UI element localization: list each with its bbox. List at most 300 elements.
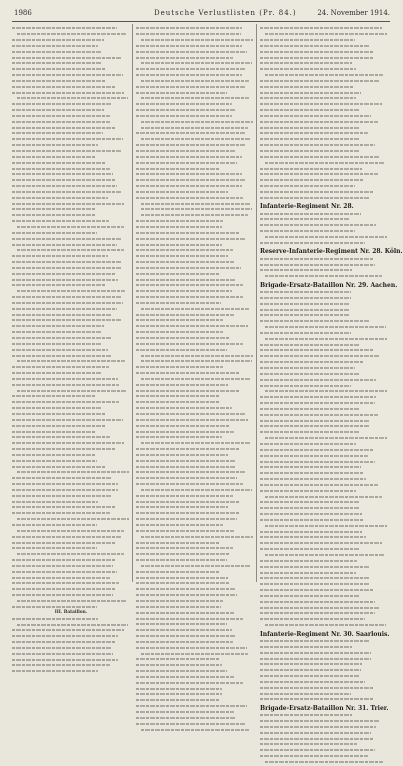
illegible-text-line — [12, 588, 115, 590]
list-entry — [12, 232, 130, 237]
illegible-text-line — [136, 711, 234, 713]
illegible-text-line — [260, 80, 379, 82]
list-entry — [136, 623, 254, 628]
illegible-text-line — [260, 420, 370, 422]
illegible-text-line — [136, 431, 234, 433]
list-entry — [136, 355, 254, 360]
list-entry — [12, 372, 130, 377]
illegible-text-line — [12, 103, 112, 105]
list-entry — [12, 477, 130, 482]
list-entry — [136, 255, 254, 260]
illegible-text-line — [136, 57, 233, 59]
illegible-text-line — [12, 395, 96, 397]
list-entry — [136, 103, 254, 108]
list-entry — [12, 495, 130, 500]
list-entry — [12, 506, 130, 511]
section-heading: III. Bataillon. — [54, 610, 88, 616]
illegible-text-line — [260, 501, 360, 503]
illegible-text-line — [136, 723, 246, 725]
list-entry — [260, 755, 388, 760]
list-entry — [260, 414, 388, 419]
list-entry — [260, 309, 388, 314]
illegible-text-line — [141, 565, 251, 567]
list-entry — [260, 652, 388, 657]
list-entry — [136, 68, 254, 73]
list-entry — [136, 466, 254, 471]
illegible-text-line — [12, 629, 124, 631]
illegible-text-line — [260, 150, 359, 152]
list-entry — [260, 326, 388, 331]
list-entry — [260, 103, 388, 108]
illegible-text-line — [260, 191, 373, 193]
illegible-text-line — [260, 115, 371, 117]
illegible-text-line — [136, 425, 230, 427]
page-date: 24. November 1914. — [317, 9, 390, 17]
list-entry — [260, 57, 388, 62]
illegible-text-line — [136, 542, 219, 544]
illegible-text-line — [12, 179, 115, 181]
list-entry — [12, 319, 130, 324]
illegible-text-line — [136, 337, 229, 339]
illegible-text-line — [136, 658, 219, 660]
list-entry — [12, 454, 130, 459]
list-entry — [12, 518, 130, 523]
illegible-text-line — [260, 583, 369, 585]
illegible-text-line — [136, 366, 223, 368]
list-entry — [136, 191, 254, 196]
illegible-text-line — [12, 261, 121, 263]
list-entry — [260, 68, 388, 73]
list-entry — [136, 471, 254, 476]
illegible-text-line — [12, 442, 124, 444]
illegible-text-line — [260, 449, 373, 451]
illegible-text-line — [12, 232, 97, 234]
list-entry — [260, 338, 388, 343]
illegible-text-line — [260, 443, 356, 445]
list-entry — [136, 238, 254, 243]
illegible-text-line — [265, 236, 387, 238]
list-entry — [136, 203, 254, 208]
list-entry — [12, 325, 130, 330]
illegible-text-line — [260, 127, 360, 129]
illegible-text-line — [260, 572, 356, 574]
illegible-text-line — [260, 478, 366, 480]
list-entry — [12, 244, 130, 249]
illegible-text-line — [136, 109, 235, 111]
list-entry — [260, 624, 388, 629]
list-entry — [136, 384, 254, 389]
illegible-text-line — [260, 39, 355, 41]
list-entry — [260, 726, 388, 731]
list-entry — [260, 332, 388, 337]
list-entry — [136, 688, 254, 693]
illegible-text-line — [12, 74, 123, 76]
illegible-text-line — [136, 349, 227, 351]
list-entry — [260, 720, 388, 725]
list-entry — [260, 33, 388, 38]
illegible-text-line — [265, 624, 386, 626]
illegible-text-line — [260, 663, 362, 665]
list-entry — [260, 484, 388, 489]
regiment-heading: Brigade-Ersatz-Bataillon Nr. 29. Aachen. — [260, 281, 398, 289]
list-entry — [260, 373, 388, 378]
list-entry — [136, 109, 254, 114]
list-entry — [12, 384, 130, 389]
list-entry — [12, 208, 130, 213]
illegible-text-line — [12, 314, 111, 316]
illegible-text-line — [260, 309, 350, 311]
list-entry — [136, 92, 254, 97]
list-entry — [136, 226, 254, 231]
illegible-text-line — [136, 33, 241, 35]
illegible-text-line — [12, 144, 98, 146]
illegible-text-line — [17, 553, 124, 555]
illegible-text-line — [260, 109, 360, 111]
illegible-text-line — [265, 437, 387, 439]
illegible-text-line — [260, 542, 382, 544]
illegible-text-line — [12, 325, 104, 327]
illegible-text-line — [260, 230, 355, 232]
list-entry — [260, 669, 388, 674]
list-entry — [136, 162, 254, 167]
list-entry — [136, 138, 254, 143]
list-entry — [136, 33, 254, 38]
illegible-text-line — [136, 279, 236, 281]
list-entry — [260, 572, 388, 577]
list-entry — [136, 296, 254, 301]
illegible-text-line — [12, 366, 109, 368]
illegible-text-line — [265, 525, 387, 527]
illegible-text-line — [260, 589, 374, 591]
list-entry — [260, 390, 388, 395]
list-entry — [12, 290, 130, 295]
illegible-text-line — [136, 664, 222, 666]
list-entry — [136, 524, 254, 529]
list-entry — [260, 738, 388, 743]
list-entry — [12, 179, 130, 184]
list-entry — [12, 536, 130, 541]
list-entry — [260, 179, 388, 184]
illegible-text-line — [260, 414, 378, 416]
list-entry — [260, 693, 388, 698]
list-entry — [12, 559, 130, 564]
illegible-text-line — [12, 565, 113, 567]
list-entry — [12, 431, 130, 436]
list-entry — [260, 443, 388, 448]
illegible-text-line — [260, 675, 360, 677]
column-divider — [256, 24, 257, 582]
illegible-text-line — [136, 314, 234, 316]
list-entry — [136, 594, 254, 599]
illegible-text-line — [136, 232, 240, 234]
list-entry — [260, 583, 388, 588]
illegible-text-line — [136, 483, 243, 485]
list-entry — [12, 413, 130, 418]
list-entry — [136, 179, 254, 184]
list-entry — [136, 267, 254, 272]
illegible-text-line — [141, 536, 253, 538]
list-entry — [136, 658, 254, 663]
list-entry — [12, 542, 130, 547]
illegible-text-line — [260, 297, 351, 299]
illegible-text-line — [141, 308, 249, 310]
illegible-text-line — [136, 436, 222, 438]
list-entry — [260, 218, 388, 223]
list-entry — [260, 607, 388, 612]
illegible-text-line — [136, 577, 228, 579]
list-entry — [260, 86, 388, 91]
illegible-text-line — [17, 530, 124, 532]
illegible-text-line — [136, 343, 243, 345]
illegible-text-line — [12, 138, 123, 140]
illegible-text-line — [12, 653, 113, 655]
illegible-text-line — [260, 681, 365, 683]
illegible-text-line — [260, 714, 352, 716]
illegible-text-line — [260, 618, 365, 620]
list-entry — [136, 653, 254, 658]
list-entry — [12, 419, 130, 424]
list-entry — [12, 296, 130, 301]
list-entry — [12, 483, 130, 488]
list-entry — [136, 495, 254, 500]
illegible-text-line — [260, 291, 351, 293]
illegible-text-line — [136, 705, 247, 707]
illegible-text-line — [12, 109, 104, 111]
illegible-text-line — [12, 606, 97, 608]
list-entry — [260, 349, 388, 354]
list-entry — [260, 269, 388, 274]
illegible-text-line — [12, 483, 118, 485]
illegible-text-line — [12, 86, 116, 88]
list-entry — [260, 115, 388, 120]
list-entry — [136, 51, 254, 56]
illegible-text-line — [12, 425, 106, 427]
illegible-text-line — [136, 103, 232, 105]
list-entry — [136, 676, 254, 681]
list-entry — [12, 74, 130, 79]
list-entry — [12, 436, 130, 441]
illegible-text-line — [136, 372, 240, 374]
illegible-text-line — [12, 355, 112, 357]
list-entry — [12, 670, 130, 675]
illegible-text-line — [136, 68, 245, 70]
illegible-text-line — [136, 588, 235, 590]
illegible-text-line — [136, 249, 233, 251]
list-entry — [12, 27, 130, 32]
list-entry — [136, 612, 254, 617]
illegible-text-line — [12, 51, 102, 53]
illegible-text-line — [136, 144, 245, 146]
illegible-text-line — [12, 197, 108, 199]
illegible-text-line — [136, 618, 243, 620]
illegible-text-line — [12, 542, 116, 544]
list-entry — [260, 156, 388, 161]
illegible-text-line — [17, 390, 127, 392]
list-entry — [260, 291, 388, 296]
illegible-text-line — [136, 244, 222, 246]
illegible-text-line — [12, 431, 96, 433]
list-entry — [12, 530, 130, 535]
illegible-text-line — [265, 33, 387, 35]
illegible-text-line — [136, 454, 228, 456]
list-entry — [136, 168, 254, 173]
list-entry — [260, 478, 388, 483]
list-entry — [260, 168, 388, 173]
illegible-text-line — [136, 413, 245, 415]
list-entry — [136, 401, 254, 406]
illegible-text-line — [17, 471, 129, 473]
list-entry — [136, 86, 254, 91]
illegible-text-line — [17, 97, 128, 99]
illegible-text-line — [12, 214, 96, 216]
illegible-text-line — [260, 314, 350, 316]
list-entry — [12, 261, 130, 266]
illegible-text-line — [136, 460, 236, 462]
list-entry — [260, 303, 388, 308]
illegible-text-line — [141, 729, 249, 731]
list-entry — [12, 162, 130, 167]
illegible-text-line — [12, 506, 115, 508]
illegible-text-line — [12, 68, 105, 70]
list-entry — [260, 732, 388, 737]
list-entry — [260, 658, 388, 663]
illegible-text-line — [260, 566, 369, 568]
illegible-text-line — [136, 197, 243, 199]
illegible-text-line — [265, 496, 382, 498]
list-entry — [136, 553, 254, 558]
list-entry — [12, 641, 130, 646]
list-entry — [12, 97, 130, 102]
illegible-text-line — [141, 97, 249, 99]
list-entry — [260, 138, 388, 143]
illegible-text-line — [12, 337, 112, 339]
illegible-text-line — [260, 103, 382, 105]
list-entry — [260, 501, 388, 506]
list-entry — [260, 379, 388, 384]
list-entry — [260, 97, 388, 102]
list-entry — [260, 525, 388, 530]
list-entry — [260, 109, 388, 114]
list-entry — [136, 244, 254, 249]
list-entry — [136, 325, 254, 330]
list-entry — [136, 477, 254, 482]
illegible-text-line — [12, 594, 113, 596]
list-entry — [260, 466, 388, 471]
list-entry — [12, 659, 130, 664]
illegible-text-line — [12, 45, 98, 47]
illegible-text-line — [12, 641, 115, 643]
list-entry — [136, 366, 254, 371]
list-entry — [136, 80, 254, 85]
list-entry — [12, 460, 130, 465]
illegible-text-line — [260, 490, 356, 492]
illegible-text-line — [12, 664, 110, 666]
list-entry — [136, 606, 254, 611]
list-entry — [136, 436, 254, 441]
list-entry — [260, 698, 388, 703]
list-entry — [260, 663, 388, 668]
illegible-text-line — [136, 45, 242, 47]
illegible-text-line — [141, 355, 253, 357]
illegible-text-line — [136, 331, 223, 333]
illegible-text-line — [12, 127, 115, 129]
illegible-text-line — [136, 86, 246, 88]
list-entry — [136, 279, 254, 284]
illegible-text-line — [260, 121, 378, 123]
illegible-text-line — [136, 261, 234, 263]
illegible-text-line — [265, 275, 382, 277]
illegible-text-line — [17, 360, 125, 362]
list-entry — [136, 670, 254, 675]
list-entry — [260, 507, 388, 512]
list-entry — [12, 267, 130, 272]
list-entry — [136, 308, 254, 313]
illegible-text-line — [136, 407, 232, 409]
illegible-text-line — [136, 395, 220, 397]
illegible-text-line — [260, 402, 375, 404]
list-entry — [136, 27, 254, 32]
illegible-text-line — [17, 600, 127, 602]
illegible-text-line — [12, 319, 121, 321]
illegible-text-line — [141, 378, 251, 380]
illegible-text-line — [260, 693, 351, 695]
list-entry — [260, 344, 388, 349]
illegible-text-line — [260, 320, 370, 322]
illegible-text-line — [141, 653, 248, 655]
illegible-text-line — [136, 401, 219, 403]
list-entry — [260, 560, 388, 565]
illegible-text-line — [136, 471, 245, 473]
illegible-text-line — [12, 401, 119, 403]
illegible-text-line — [12, 524, 97, 526]
illegible-text-line — [260, 45, 370, 47]
illegible-text-line — [260, 595, 359, 597]
list-entry — [12, 378, 130, 383]
list-entry — [12, 150, 130, 155]
list-entry — [136, 390, 254, 395]
illegible-text-line — [12, 308, 117, 310]
list-entry — [136, 530, 254, 535]
list-entry — [260, 743, 388, 748]
illegible-text-line — [12, 635, 118, 637]
list-entry — [12, 80, 130, 85]
list-entry — [12, 360, 130, 365]
list-entry — [12, 51, 130, 56]
illegible-text-line — [136, 226, 222, 228]
illegible-text-line — [12, 80, 106, 82]
illegible-text-line — [12, 495, 111, 497]
illegible-text-line — [136, 623, 227, 625]
illegible-text-line — [136, 179, 245, 181]
list-entry — [12, 343, 130, 348]
illegible-text-line — [265, 74, 383, 76]
list-entry — [136, 284, 254, 289]
illegible-text-line — [12, 559, 116, 561]
list-entry — [12, 390, 130, 395]
list-entry — [136, 360, 254, 365]
illegible-text-line — [12, 582, 119, 584]
illegible-text-line — [260, 258, 374, 260]
illegible-text-line — [260, 132, 368, 134]
list-entry — [136, 121, 254, 126]
list-entry — [136, 518, 254, 523]
illegible-text-line — [260, 536, 366, 538]
list-entry — [136, 395, 254, 400]
illegible-text-line — [136, 74, 242, 76]
illegible-text-line — [260, 548, 360, 550]
illegible-text-line — [136, 495, 233, 497]
list-entry — [12, 664, 130, 669]
